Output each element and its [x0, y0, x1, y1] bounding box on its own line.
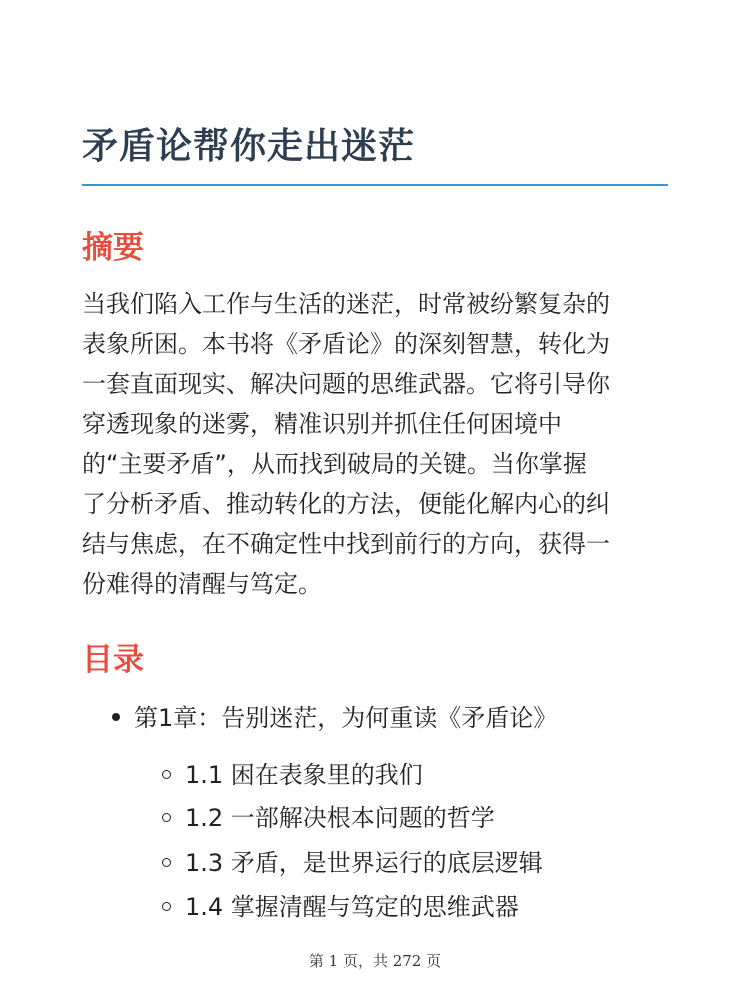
bullet-circle-icon	[162, 858, 171, 867]
toc-section-label: 1.2 一部解决根本问题的哲学	[185, 804, 495, 832]
toc-chapter-label: 第1章：告别迷茫，为何重读《矛盾论》	[134, 704, 558, 732]
toc-chapter-1[interactable]	[112, 700, 557, 736]
toc-section-label: 1.1 困在表象里的我们	[185, 761, 423, 789]
bullet-disc-icon	[112, 713, 120, 721]
page-number-footer: 第 1 页，共 272 页	[308, 952, 442, 970]
toc-section-label: 1.4 掌握清醒与笃定的思维武器	[185, 893, 519, 921]
toc-section-1-4[interactable]	[162, 889, 519, 925]
toc-section-1-3[interactable]	[162, 845, 543, 881]
abstract-line: 了分析矛盾、推动转化的方法，便能化解内心的纠	[82, 490, 610, 518]
abstract-line: 一套直面现实、解决问题的思维武器。它将引导你	[82, 370, 610, 398]
abstract-heading: 摘要	[82, 230, 144, 266]
bullet-circle-icon	[162, 770, 171, 779]
document-title: 矛盾论帮你走出迷茫	[82, 126, 416, 167]
title-divider	[82, 184, 668, 186]
abstract-line: 份难得的清醒与笃定。	[82, 570, 322, 598]
toc-section-1-1[interactable]	[162, 757, 423, 793]
toc-section-label: 1.3 矛盾，是世界运行的底层逻辑	[185, 849, 543, 877]
abstract-line: 表象所困。本书将《矛盾论》的深刻智慧，转化为	[82, 330, 610, 358]
abstract-line: 穿透现象的迷雾，精准识别并抓住任何困境中	[82, 410, 562, 438]
abstract-paragraph	[82, 284, 672, 604]
abstract-line: 结与焦虑，在不确定性中找到前行的方向，获得一	[82, 530, 610, 558]
toc-section-1-2[interactable]	[162, 800, 495, 836]
bullet-circle-icon	[162, 902, 171, 911]
abstract-line: 的“主要矛盾”，从而找到破局的关键。当你掌握	[82, 450, 587, 478]
toc-heading: 目录	[82, 642, 144, 678]
bullet-circle-icon	[162, 813, 171, 822]
abstract-line: 当我们陷入工作与生活的迷茫，时常被纷繁复杂的	[82, 290, 610, 318]
